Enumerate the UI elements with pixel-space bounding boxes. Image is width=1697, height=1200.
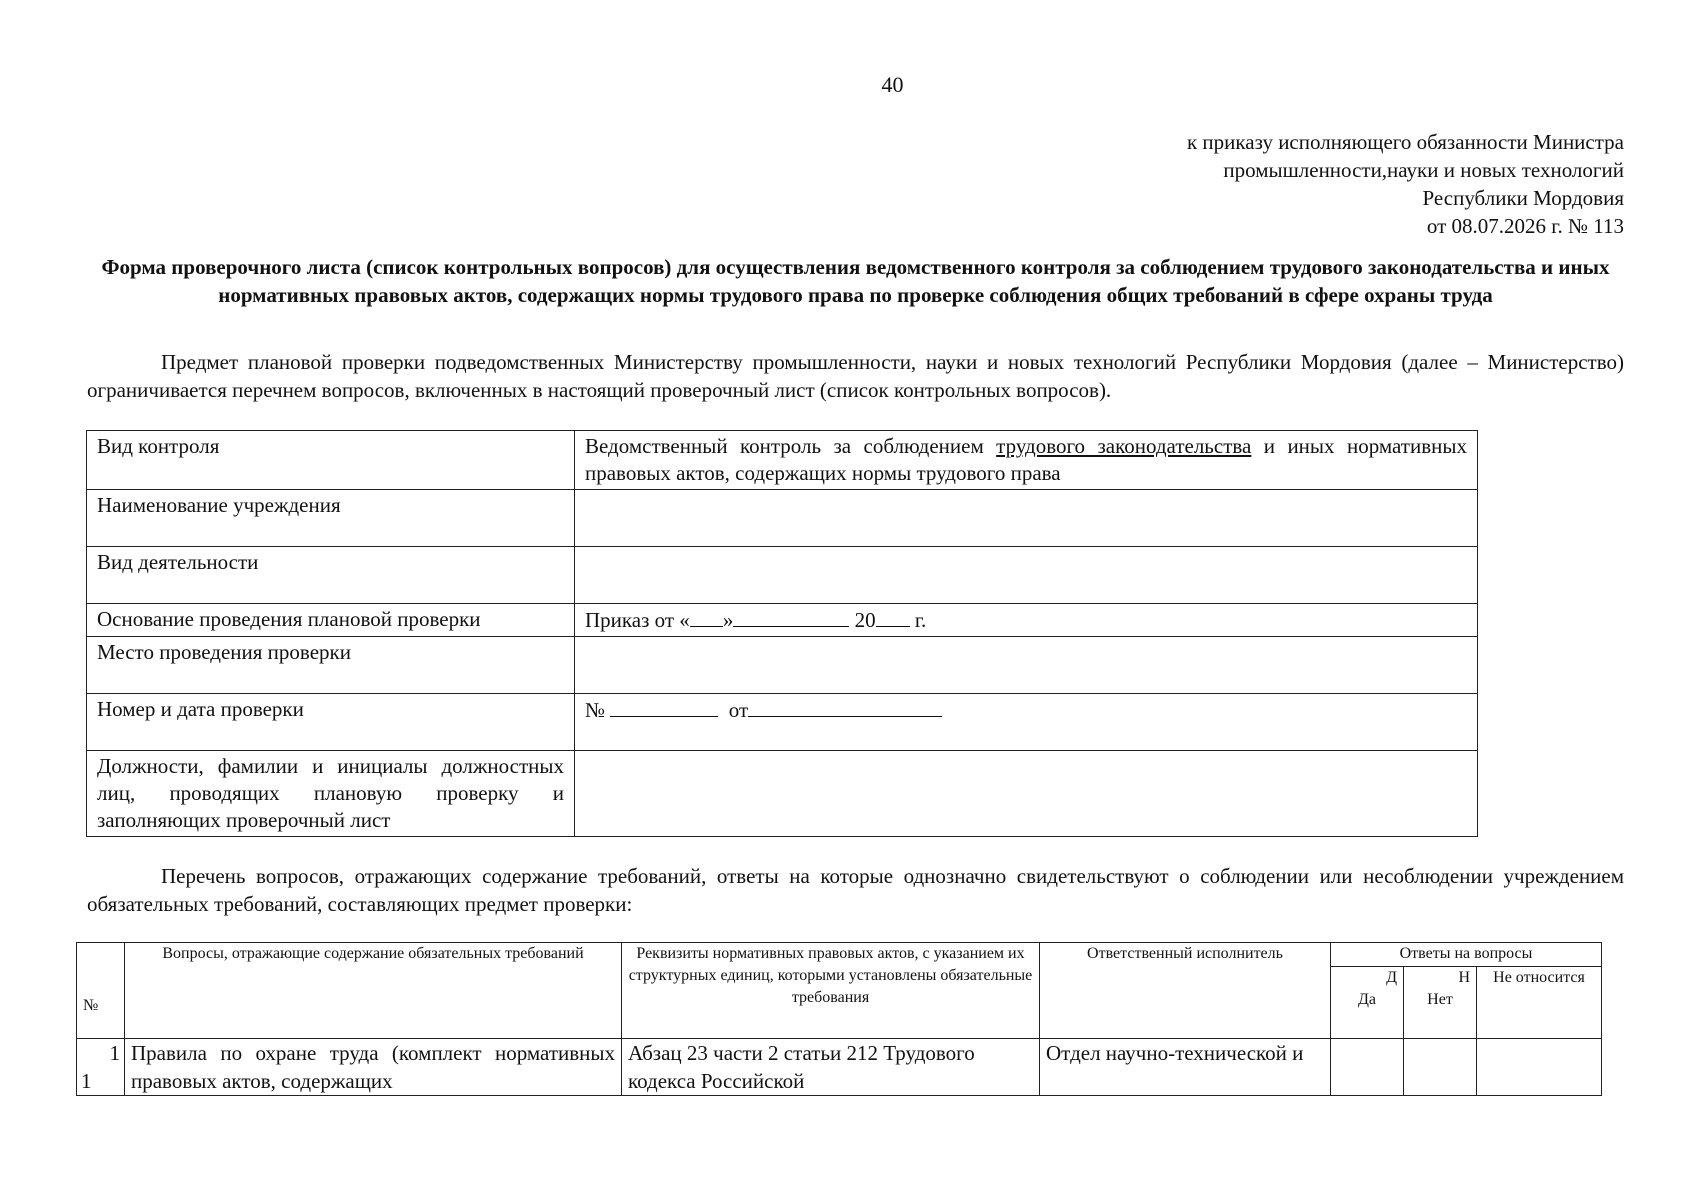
info-label: Вид деятельности: [87, 547, 575, 604]
activity-field[interactable]: [575, 547, 1478, 604]
info-row-activity: [87, 547, 1478, 604]
col-no-header: Н Нет: [1404, 967, 1477, 1039]
info-table: [86, 430, 1478, 837]
approval-line: Республики Мордовия: [1422, 186, 1624, 210]
basis-field[interactable]: Приказ от « » 20 г.: [575, 604, 1478, 637]
page-number: 40: [881, 72, 904, 97]
approval-line: промышленности,науки и новых технологий: [1223, 158, 1624, 182]
info-row-basis: [87, 604, 1478, 637]
info-row-number-date: [87, 694, 1478, 751]
intro-paragraph: Предмет плановой проверки подведомственных Министерству промышленности, науки и новых технологий Республики Мордовия (далее – Министерство) ограничивается перечнем вопросов, включенных в настоящий проверочный лист (список контрольных вопросов).: [87, 350, 1624, 402]
col-na-header: Не относится: [1477, 967, 1602, 1039]
col-responsible-header: Ответственный исполнитель: [1040, 943, 1331, 1039]
info-label: Наименование учреждения: [87, 490, 575, 547]
institution-field[interactable]: [575, 490, 1478, 547]
place-field[interactable]: [575, 637, 1478, 694]
col-questions-header: Вопросы, отражающие содержание обязательных требований: [125, 943, 622, 1039]
responsible-text: Отдел научно-технической и: [1040, 1039, 1331, 1096]
approval-line: от 08.07.2026 г. № 113: [1426, 214, 1624, 238]
info-label: Основание проведения плановой проверки: [87, 604, 575, 637]
info-row-control-type: [87, 431, 1478, 490]
info-label: Место проведения проверки: [87, 637, 575, 694]
info-label: Номер и дата проверки: [87, 694, 575, 751]
question-text: Правила по охране труда (комплект нормативных правовых актов, содержащих: [125, 1039, 622, 1096]
row-number: 1 1: [77, 1039, 125, 1096]
officials-field[interactable]: [575, 751, 1478, 837]
stray-letter-n: Н: [1458, 969, 1470, 986]
info-row-officials: [87, 751, 1478, 837]
info-row-institution: [87, 490, 1478, 547]
answer-no-cell[interactable]: [1404, 1039, 1477, 1096]
col-number-header: №: [77, 943, 125, 1039]
col-requisites-header: Реквизиты нормативных правовых актов, с указанием их структурных единиц, которыми установлены обязательные требования: [622, 943, 1040, 1039]
document-title: Форма проверочного листа (список контрольных вопросов) для осуществления ведомственного контроля за соблюдением трудового законодательства и иных нормативных правовых актов, содержащих нормы трудового права по проверке соблюдения общих требований в сфере охраны труда: [101, 255, 1610, 307]
col-yes-header: Д Да: [1331, 967, 1404, 1039]
info-row-place: [87, 637, 1478, 694]
list-intro-paragraph: Перечень вопросов, отражающих содержание требований, ответы на которые однозначно свидетельствуют о соблюдении или несоблюдении учреждением обязательных требований, составляющих предмет проверки:: [87, 864, 1624, 916]
requisites-text: Абзац 23 части 2 статьи 212 Трудового кодекса Российской: [622, 1039, 1040, 1096]
info-label: Должности, фамилии и инициалы должностных лиц, проводящих плановую проверку и заполняющих проверочный лист: [87, 751, 575, 837]
stray-letter-d: Д: [1386, 969, 1397, 986]
questions-table: [76, 942, 1602, 1096]
table-row: [77, 1039, 1602, 1096]
number-date-field[interactable]: № от: [575, 694, 1478, 751]
answer-yes-cell[interactable]: [1331, 1039, 1404, 1096]
col-answers-header: Ответы на вопросы: [1331, 943, 1602, 967]
questions-header-row: [77, 943, 1602, 967]
approval-header: [1187, 128, 1624, 240]
info-label: Вид контроля: [87, 431, 575, 490]
answer-na-cell[interactable]: [1477, 1039, 1602, 1096]
approval-line: к приказу исполняющего обязанности Министра: [1186, 130, 1624, 154]
control-type-value: Ведомственный контроль за соблюдением трудового законодательства и иных нормативных правовых актов, содержащих нормы трудового права: [575, 431, 1478, 490]
labor-law-link[interactable]: трудового законодательства: [996, 434, 1252, 458]
